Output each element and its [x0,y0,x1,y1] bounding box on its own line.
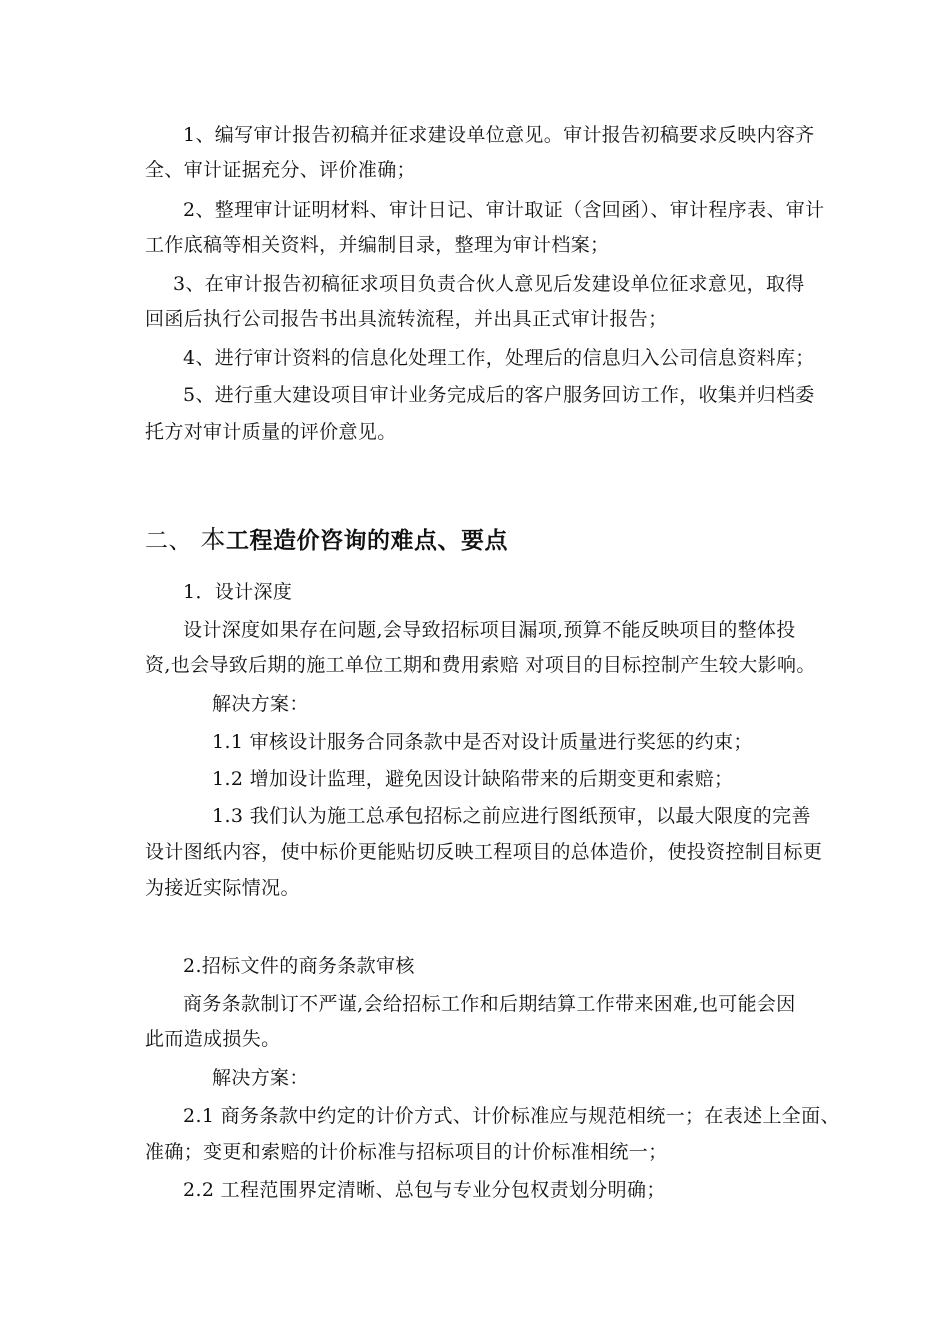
topic-2-paragraph-line-1: 商务条款制订不严谨,会给招标工作和后期结算工作带来困难,也可能会因 [183,993,796,1015]
topic-1-item-3-line-1: 1.3 我们认为施工总承包招标之前应进行图纸预审，以最大限度的完善 [212,805,811,827]
topic-1-heading: 1．设计深度 [183,581,293,603]
list-item-2-line-1: 2、整理审计证明材料、审计日记、审计取证（含回函）、审计程序表、审计 [183,199,825,221]
topic-2-item-2: 2.2 工程范围界定清晰、总包与专业分包权责划分明确； [183,1179,666,1201]
topic-1-item-3-line-3: 为接近实际情况。 [145,877,300,899]
topic-1-paragraph-line-2: 资,也会导致后期的施工单位工期和费用索赔 对项目的目标控制产生较大影响。 [145,654,816,676]
section-first-char: 本 [200,525,227,554]
topic-2-paragraph-line-2: 此而造成损失。 [145,1028,281,1050]
list-item-5-line-2: 托方对审计质量的评价意见。 [145,421,397,443]
topic-1-paragraph-line-1: 设计深度如果存在问题,会导致招标项目漏项,预算不能反映项目的整体投 [183,619,796,641]
topic-1-solution-label: 解决方案： [212,693,309,715]
topic-2-item-1-line-1: 2.1 商务条款中约定的计价方式、计价标准应与规范相统一；在表述上全面、 [183,1105,840,1127]
list-item-4-line-1: 4、进行审计资料的信息化处理工作，处理后的信息归入公司信息资料库； [183,347,815,369]
list-item-3-line-1: 3、在审计报告初稿征求项目负责合伙人意见后发建设单位征求意见，取得 [173,273,805,295]
list-item-3-line-2: 回函后执行公司报告书出具流转流程，并出具正式审计报告； [145,308,668,330]
topic-2-solution-label: 解决方案： [212,1067,309,1089]
list-item-2-line-2: 工作底稿等相关资料，并编制目录，整理为审计档案； [145,234,610,256]
topic-2-heading: 2.招标文件的商务条款审核 [183,955,415,977]
section-heading [145,525,508,556]
section-title: 工程造价咨询的难点、要点 [226,528,509,554]
list-item-5-line-1: 5、进行重大建设项目审计业务完成后的客户服务回访工作，收集并归档委 [183,384,815,406]
section-number: 二、 [145,528,192,554]
topic-1-item-1: 1.1 审核设计服务合同条款中是否对设计质量进行奖惩的约束； [212,731,753,753]
topic-2-item-1-line-2: 准确；变更和索赔的计价标准与招标项目的计价标准相统一； [145,1141,668,1163]
list-item-1-line-1: 1、编写审计报告初稿并征求建设单位意见。审计报告初稿要求反映内容齐 [183,124,815,146]
topic-1-item-3-line-2: 设计图纸内容，使中标价更能贴切反映工程项目的总体造价，使投资控制目标更 [145,841,823,863]
list-item-1-line-2: 全、审计证据充分、评价准确； [145,159,416,181]
topic-1-item-2: 1.2 增加设计监理，避免因设计缺陷带来的后期变更和索赔； [212,768,734,790]
